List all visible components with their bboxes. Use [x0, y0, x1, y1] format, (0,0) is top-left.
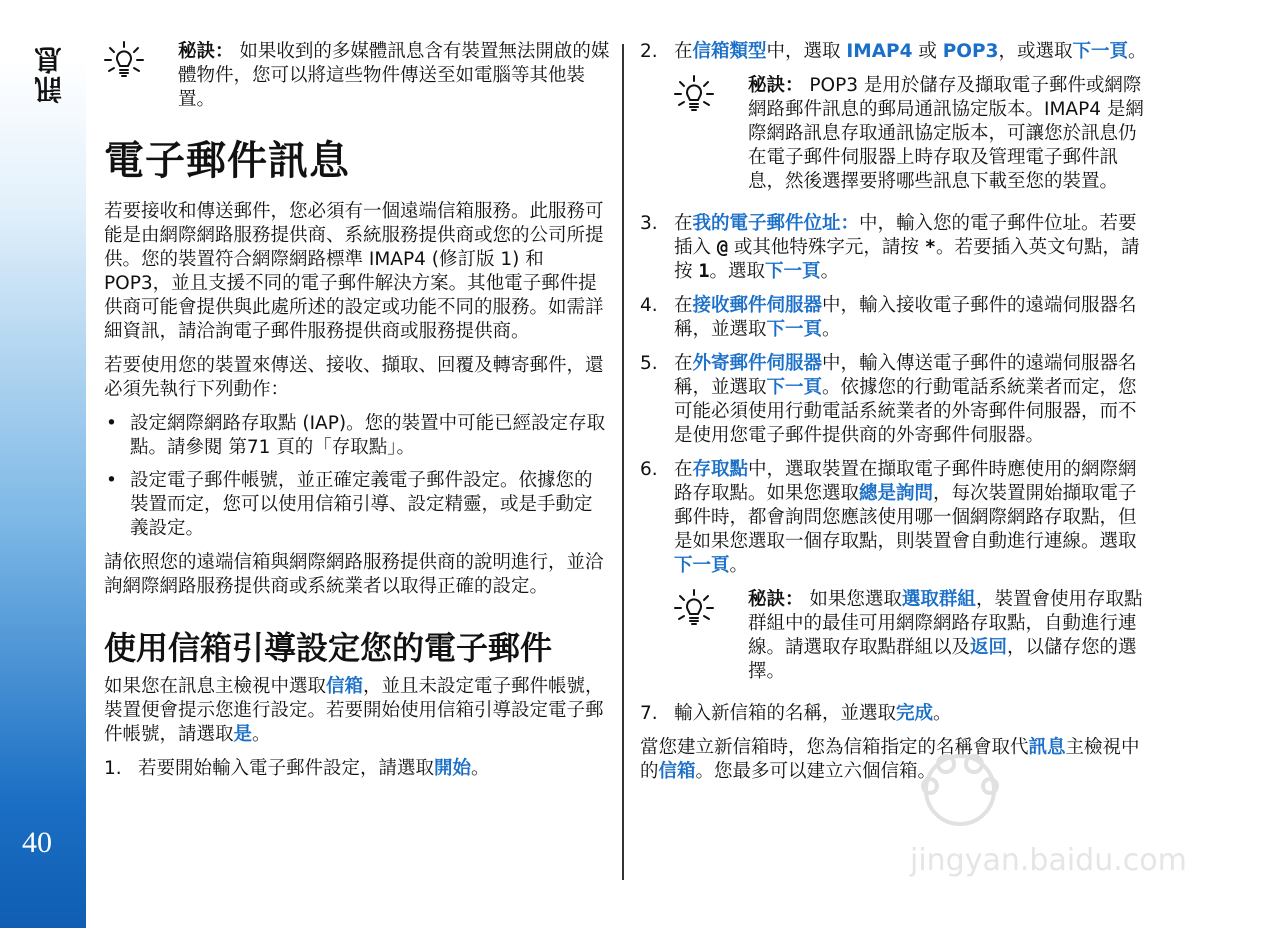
link-messages[interactable]: 訊息: [1028, 737, 1066, 758]
text: 如果您選取: [809, 589, 902, 610]
step-3: [640, 212, 1148, 284]
text: 。: [252, 724, 271, 745]
link-next-page[interactable]: 下一頁: [674, 555, 730, 576]
lightbulb-icon: [674, 74, 714, 114]
text: ，每次裝置開始擷取電子郵件時，都會詢問您應該使用哪一個網際網路存取點，但是如果您選取一個存取點，則裝置會自動進行連線。選取: [674, 483, 1137, 552]
link-next-page[interactable]: 下一頁: [1072, 41, 1128, 62]
lightbulb-icon: [104, 40, 144, 80]
list-item: • 設定網際網路存取點 (IAP)。您的裝置中可能已經設定存取點。請參閱 第71 頁的「存取點」。: [104, 412, 610, 460]
text: 主檢視中的: [640, 737, 1140, 782]
step-number: 2.: [640, 41, 658, 62]
text: 輸入新信箱的名稱，並選取: [674, 703, 897, 724]
text: 。您最多可以建立六個信箱。: [695, 761, 937, 782]
step-4: [640, 294, 1148, 342]
text: 。: [1127, 41, 1147, 62]
page-number: 40: [22, 826, 52, 859]
text: 中，選取裝置在擷取電子郵件時應使用的網際網路存取點。如果您選取: [674, 459, 1137, 504]
link-yes[interactable]: 是: [233, 724, 253, 745]
text: ，或選取: [998, 41, 1073, 62]
step-5: [640, 352, 1148, 448]
link-mailbox[interactable]: 信箱: [326, 676, 364, 697]
text: ，以儲存您的選擇。: [748, 637, 1137, 682]
step-number: 4.: [640, 295, 658, 316]
tip-text: POP3 是用於儲存及擷取電子郵件或網際網路郵件訊息的郵局通訊協定版本。IMAP4 是網際網路訊息存取通訊協定版本，可讓您於訊息仍在電子郵件伺服器上時存取及管理電子郵件訊息，然後選擇要將哪些訊息下載至您的裝置。: [748, 75, 1144, 192]
link-pop3[interactable]: POP3: [942, 41, 999, 62]
column-divider: [622, 44, 624, 880]
link-start[interactable]: 開始: [434, 758, 472, 779]
text: 中，輸入您的電子郵件位址。若要插入: [674, 213, 1137, 258]
text: 或其他特殊字元，請按: [728, 237, 925, 258]
step-7: [640, 702, 1148, 726]
link-next-page[interactable]: 下一頁: [766, 319, 823, 340]
text: 。若要插入英文句點，請按: [674, 237, 1140, 282]
heading-email-messages: 電子郵件訊息: [104, 138, 350, 184]
link-access-point[interactable]: 存取點: [692, 459, 749, 480]
right-column: [640, 40, 1148, 794]
link-imap4[interactable]: IMAP4: [846, 41, 913, 62]
text: 當您建立新信箱時，您為信箱指定的名稱會取代: [640, 737, 1029, 758]
text: 。: [729, 555, 749, 576]
paragraph-instructions: 請依照您的遠端信箱與網際網路服務提供商的說明進行，並洽詢網際網路服務提供商或系統業者以取得正確的設定。: [104, 552, 604, 597]
paragraph-intro: 若要接收和傳送郵件，您必須有一個遠端信箱服務。此服務可能是由網際網路服務提供商、系統服務提供商或您的公司所提供。您的裝置符合網際網路標準 IMAP4 (修訂版 1) 和 POP3，並且支援不同的電子郵件解決方案。其他電子郵件提供商可能會提供與此處所述的設定或功能不同的服務。如需詳細資訊，請洽詢電子郵件服務提供商或服務提供商。: [104, 201, 604, 342]
text: ，裝置會使用存取點群組中的最佳可用網際網路存取點，自動進行連線。請選取存取點群組以及: [748, 589, 1143, 658]
text: 中，選取: [766, 41, 847, 62]
tip-label: 秘訣：: [748, 589, 804, 610]
text: 在: [674, 213, 693, 234]
list-item: • 設定電子郵件帳號，並正確定義電子郵件設定。依據您的裝置而定，您可以使用信箱引導、設定精靈，或是手動定義設定。: [104, 469, 610, 541]
text: 若要開始輸入電子郵件設定，請選取: [138, 758, 435, 779]
left-column: [104, 40, 610, 791]
text: 在: [674, 353, 693, 374]
tip-label: 秘訣：: [178, 41, 234, 62]
step-number: 3.: [640, 213, 658, 234]
step-number: 5.: [640, 353, 658, 374]
text: 在: [674, 41, 693, 62]
watermark-text: jingyan.baidu.com: [910, 843, 1187, 878]
paragraph-requirements: 若要使用您的裝置來傳送、接收、擷取、回覆及轉寄郵件，還必須先執行下列動作：: [104, 355, 604, 400]
link-select-group[interactable]: 選取群組: [901, 589, 976, 610]
heading-mailbox-guide: 使用信箱引導設定您的電子郵件: [104, 629, 553, 667]
text: 。: [820, 261, 840, 282]
step-number: 6.: [640, 459, 658, 480]
step-2: [640, 40, 1148, 64]
tip-box: [104, 40, 610, 112]
step-number: 7.: [640, 703, 658, 724]
link-always-ask[interactable]: 總是詢問: [859, 483, 934, 504]
link-back[interactable]: 返回: [970, 637, 1008, 658]
text: 中，輸入接收電子郵件的遠端伺服器名稱，並選取: [674, 295, 1137, 340]
text: 。: [933, 703, 952, 724]
section-tab: 訊息: [33, 44, 66, 104]
link-done[interactable]: 完成: [896, 703, 934, 724]
step-number: 1.: [104, 758, 122, 779]
text: 。: [822, 319, 841, 340]
text: 在: [674, 295, 693, 316]
key-at: @: [716, 237, 729, 258]
text: 中，輸入傳送電子郵件的遠端伺服器名稱，並選取: [674, 353, 1137, 398]
tip-box: [674, 74, 1148, 194]
tip-label: 秘訣：: [748, 75, 804, 96]
tip-text: 如果收到的多媒體訊息含有裝置無法開啟的媒體物件，您可以將這些物件傳送至如電腦等其他裝置。: [178, 41, 610, 110]
link-next-page[interactable]: 下一頁: [766, 377, 823, 398]
sidebar-band: [0, 0, 86, 928]
link-mailbox-type[interactable]: 信箱類型: [692, 41, 767, 62]
requirements-list: [104, 412, 610, 541]
watermark: [900, 730, 1220, 890]
text: 在: [674, 459, 693, 480]
text: 。: [471, 758, 490, 779]
link-mailbox[interactable]: 信箱: [658, 761, 696, 782]
text: ，並且未設定電子郵件帳號，裝置便會提示您進行設定。若要開始使用信箱引導設定電子郵件帳號，請選取: [104, 676, 604, 745]
link-incoming-server[interactable]: 接收郵件伺服器: [692, 295, 823, 316]
text: 。依據您的行動電話系統業者而定，您可能必須使用行動電話系統業者的外寄郵件伺服器，而不是使用您電子郵件提供商的外寄郵件伺服器。: [674, 377, 1137, 446]
link-next-page[interactable]: 下一頁: [765, 261, 821, 282]
text: 或: [912, 41, 943, 62]
tip-box: [674, 588, 1148, 684]
key-one: 1: [698, 261, 710, 282]
lightbulb-icon: [674, 588, 714, 628]
paragraph-mailbox-guide: [104, 675, 610, 747]
step-1: [104, 757, 610, 781]
step-6: [640, 458, 1148, 578]
text: 如果您在訊息主檢視中選取: [104, 676, 327, 697]
key-star: *: [924, 237, 936, 258]
text: 。選取: [709, 261, 766, 282]
link-my-email-address[interactable]: 我的電子郵件位址：: [692, 213, 860, 234]
link-outgoing-server[interactable]: 外寄郵件伺服器: [692, 353, 823, 374]
